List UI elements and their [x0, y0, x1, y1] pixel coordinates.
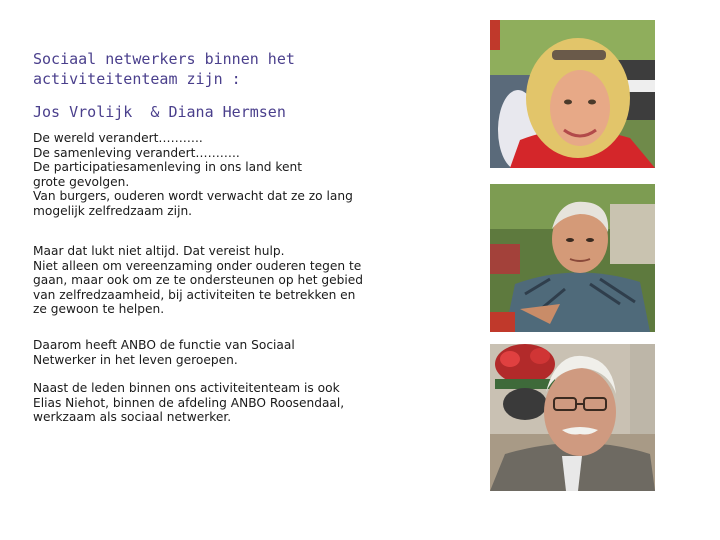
text-line: werkzaam als sociaal netwerker. [33, 410, 232, 425]
team-names: Jos Vrolijk & Diana Hermsen [33, 103, 286, 121]
photo-man-plaid [490, 184, 655, 332]
title-line-1: Sociaal netwerkers binnen het [33, 50, 295, 68]
page-title [33, 49, 453, 89]
portrait-image [490, 344, 655, 491]
paragraph-anbo-function [33, 338, 413, 367]
text-line: Naast de leden binnen ons activiteitenteam is ook [33, 381, 340, 395]
paragraph-elias-niehot [33, 381, 413, 425]
text-line: De samenleving verandert……….. [33, 145, 240, 160]
portrait-image [490, 20, 655, 168]
photo-man-glasses [490, 344, 655, 491]
portrait-image [490, 184, 655, 332]
text-line: Netwerker in het leven geroepen. [33, 352, 238, 367]
photo-woman-blonde [490, 20, 655, 168]
text-line: Daarom heeft ANBO de functie van Sociaal [33, 338, 295, 352]
text-line: Maar dat lukt niet altijd. Dat vereist hulp. [33, 244, 285, 258]
title-line-2: activiteitenteam zijn : [33, 70, 241, 88]
paragraph-help-needed [33, 244, 413, 317]
text-line: Van burgers, ouderen wordt verwacht dat ze zo lang [33, 189, 353, 204]
text-line: Niet alleen om vereenzaming onder ouderen tegen te [33, 258, 362, 273]
text-line: van zelfredzaamheid, bij activiteiten te betrekken en [33, 287, 356, 302]
text-line: mogelijk zelfredzaam zijn. [33, 203, 193, 218]
text-line: De wereld verandert……….. [33, 131, 203, 145]
text-line: gaan, maar ook om ze te ondersteunen op het gebied [33, 273, 363, 288]
text-line: ze gewoon te helpen. [33, 302, 165, 317]
text-line: De participatiesamenleving in ons land kent [33, 160, 303, 175]
text-line: grote gevolgen. [33, 174, 130, 189]
text-line: Elias Niehot, binnen de afdeling ANBO Roosendaal, [33, 395, 345, 410]
paragraph-world-changing [33, 131, 413, 219]
